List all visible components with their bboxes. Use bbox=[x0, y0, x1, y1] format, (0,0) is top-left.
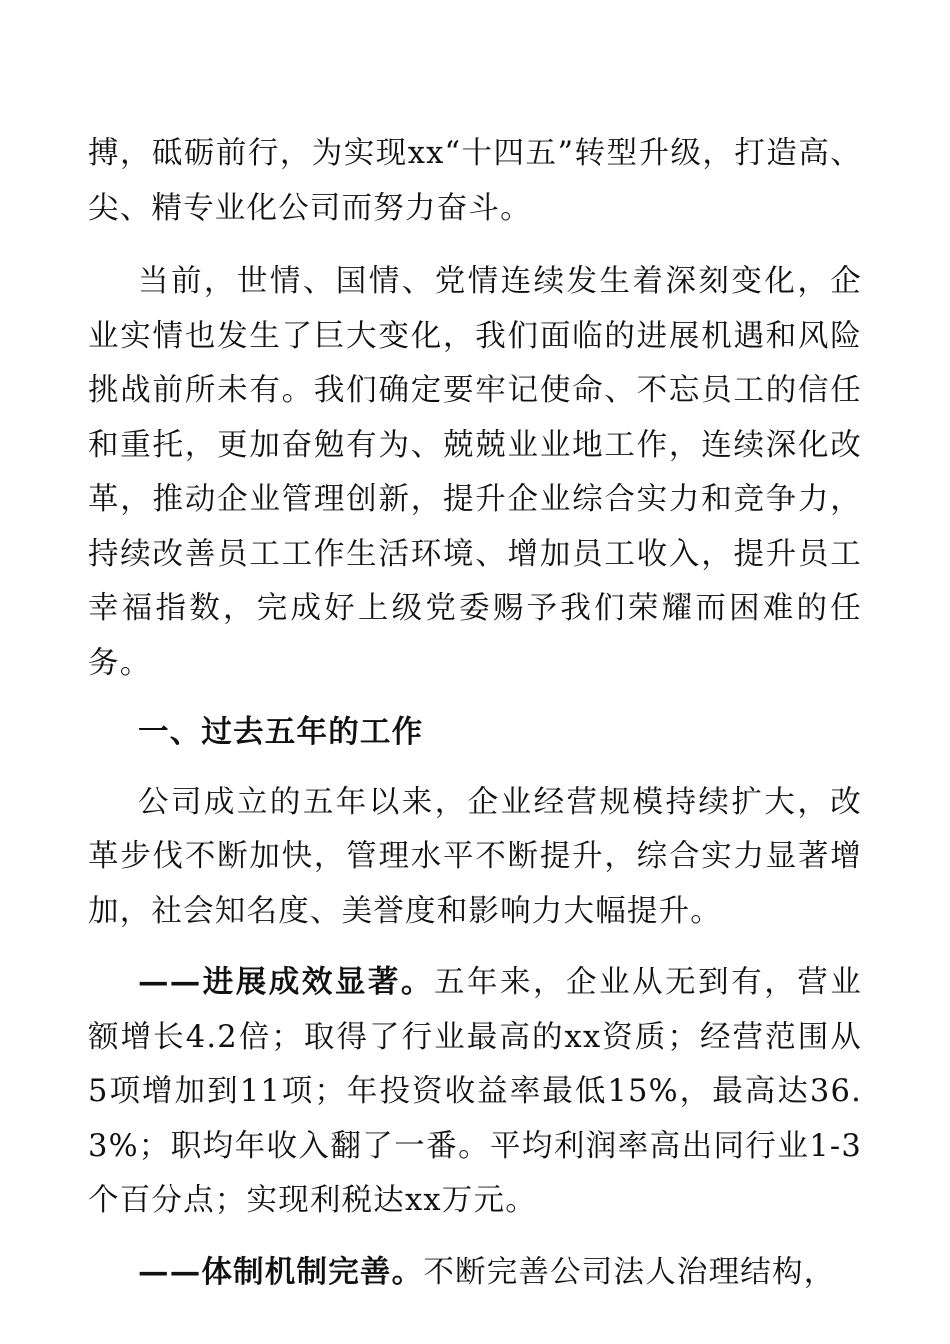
continuation-paragraph: 搏，砥砺前行，为实现xx“十四五”转型升级，打造高、尖、精专业化公司而努力奋斗。 bbox=[88, 136, 862, 226]
point-lead-mechanism: ——体制机制完善。 bbox=[138, 1253, 424, 1290]
point-paragraph-mechanism bbox=[88, 1245, 862, 1301]
intro-paragraph: 公司成立的五年以来，企业经营规模持续扩大，改革步伐不断加快，管理水平不断提升，综合实力显著增加，社会知名度、美誉度和影响力大幅提升。 bbox=[88, 784, 862, 929]
point-body-mechanism: 不断完善公司法人治理结构， bbox=[423, 1254, 836, 1290]
point-body-achievements: 五年来，企业从无到有，营业额增长4.2倍；取得了行业最高的xx资质；经营范围从5项增加到11项；年投资收益率最低15%，最高达36.3%；职均年收入翻了一番。平均利润率高出同行业1-3个百分点；实现利税达xx万元。 bbox=[88, 965, 862, 1218]
point-paragraph-achievements bbox=[88, 955, 862, 1229]
document-page bbox=[88, 127, 862, 1300]
section-heading: 一、过去五年的工作 bbox=[138, 714, 424, 750]
situation-paragraph: 当前，世情、国情、党情连续发生着深刻变化，企业实情也发生了巨大变化，我们面临的进展机遇和风险挑战前所未有。我们确定要牢记使命、不忘员工的信任和重托，更加奋勉有为、兢兢业业地工作，连续深化改革，推动企业管理创新，提升企业综合实力和竞争力，持续改善员工工作生活环境、增加员工收入，提升员工幸福指数，完成好上级党委赐予我们荣耀而困难的任务。 bbox=[88, 264, 862, 681]
point-lead-achievements: ——进展成效显著。 bbox=[138, 964, 434, 1000]
